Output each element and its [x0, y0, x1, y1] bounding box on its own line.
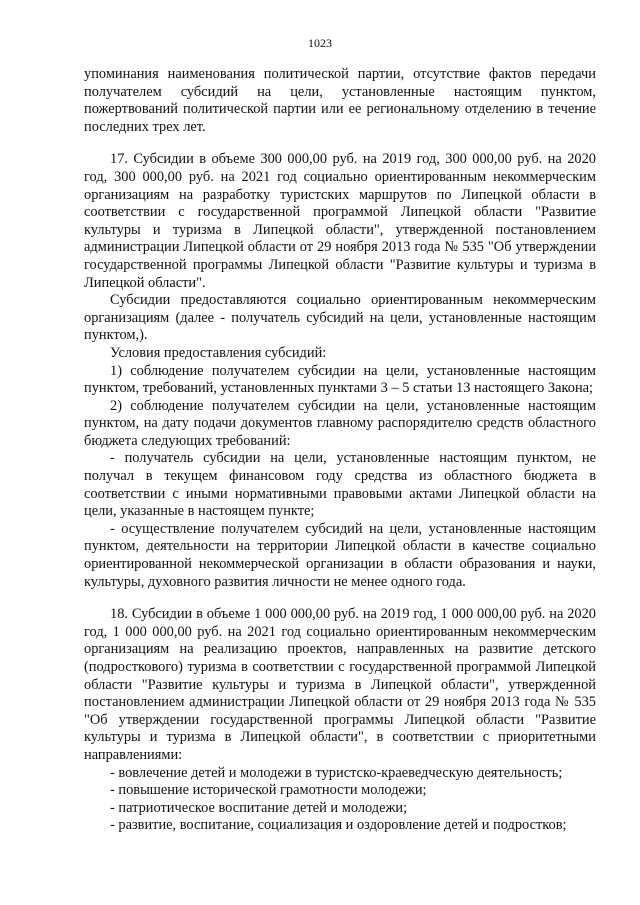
list-item: 1) соблюдение получателем субсидии на цели, установленные настоящим пунктом, требований, установленных пунктами 3 – 5 статьи 13 настоящего Закона; — [84, 362, 596, 397]
paragraph-17-heading: 17. Субсидии в объеме 300 000,00 руб. на 2019 год, 300 000,00 руб. на 2020 год, 300 000,00 руб. на 2021 год социально ориентированным некоммерческим организациям на разработку туристских маршрутов по Липецкой области в соответствии с государственной программой Липецкой области "Развитие культуры и туризма в Липецкой области", утвержденной постановлением администрации Липецкой области от 29 ноября 2013 года № 535 "Об утверждении государственной программы Липецкой области "Развитие культуры и туризма в Липецкой области". — [84, 151, 596, 291]
list-item: - развитие, воспитание, социализация и оздоровление детей и подростков; — [110, 817, 567, 834]
list-item: - осуществление получателем субсидий на цели, установленные настоящим пунктом, деятельности на территории Липецкой области в качестве социально ориентированной некоммерческой организации в области образования и науки, культуры, духовного развития личности не менее одного года. — [84, 520, 596, 590]
paragraph: Субсидии предоставляются социально ориентированным некоммерческим организациям (далее - получатель субсидий на цели, установленные настоящим пунктом,). — [84, 292, 596, 344]
list-item: - получатель субсидии на цели, установленные настоящим пунктом, не получал в текущем финансовом году средства из областного бюджета в соответствии с иными нормативными правовыми актами Липецкой области на цели, указанные в настоящем пункте; — [84, 450, 596, 520]
paragraph-18-heading: 18. Субсидии в объеме 1 000 000,00 руб. на 2019 год, 1 000 000,00 руб. на 2020 год, 1 000 000,00 руб. на 2021 год социально ориентированным некоммерческим организациям на реализацию проектов, направленных на развитие детского (подросткового) туризма в соответствии с государственной программой Липецкой области "Развитие культуры и туризма в Липецкой области", утвержденной постановлением администрации Липецкой области от 29 ноября 2013 года № 535 "Об утверждении государственной программы Липецкой области "Развитие культуры и туризма в Липецкой области", в соответствии с приоритетными направлениями: — [84, 606, 596, 763]
list-item: - вовлечение детей и молодежи в туристско-краеведческую деятельность; — [110, 764, 563, 781]
list-item: - патриотическое воспитание детей и молодежи; — [110, 799, 408, 816]
page-number: 1023 — [308, 36, 332, 50]
list-item: - повышение исторической грамотности молодежи; — [110, 782, 427, 799]
paragraph: Условия предоставления субсидий: — [110, 344, 327, 361]
paragraph: упоминания наименования политической партии, отсутствие фактов передачи получателем субсидий на цели, установленные настоящим пунктом, пожертвований политической партии или ее региональному отделению в течение последних трех лет. — [84, 66, 596, 135]
body-text — [84, 66, 596, 835]
list-item: 2) соблюдение получателем субсидии на цели, установленные настоящим пунктом, на дату подачи документов главному распорядителю средств областного бюджета следующих требований: — [84, 397, 596, 449]
